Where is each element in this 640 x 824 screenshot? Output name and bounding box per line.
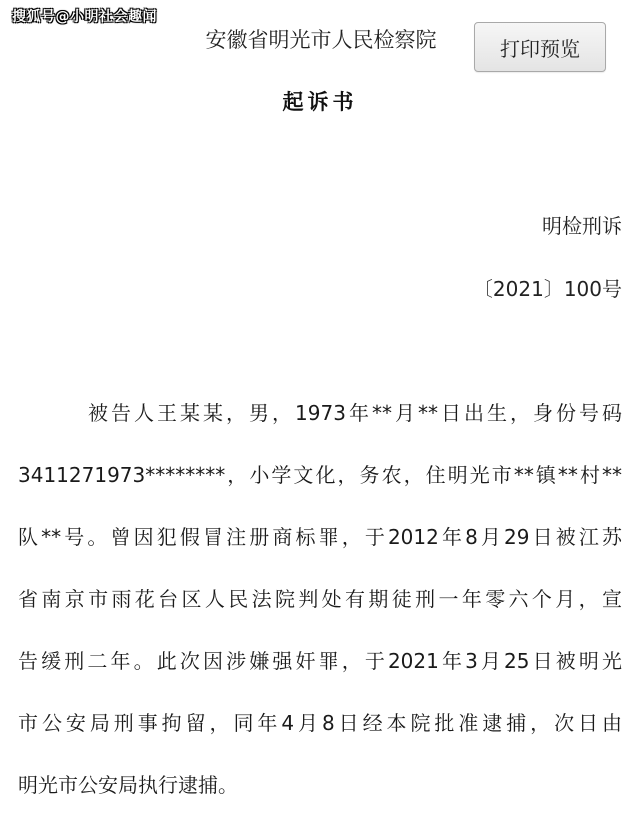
body-line: 明光市公安局执行逮捕。: [18, 773, 238, 797]
body-line: 被告人王某某，男，1973年**月**日出生，身份号码: [88, 401, 622, 425]
body-line: 告缓刑二年。此次因涉嫌强奸罪，于2021年3月25日被明光: [18, 649, 622, 673]
document-body: [18, 390, 622, 824]
document-title: 起诉书: [282, 90, 358, 114]
document-number: 〔2021〕100号: [472, 277, 622, 301]
watermark: 搜狐号@小明社会趣闻: [12, 9, 157, 25]
body-line: 省南京市雨花台区人民法院判处有期徒刑一年零六个月，宣: [18, 587, 622, 611]
procuratorate-name: 安徽省明光市人民检察院: [205, 28, 437, 52]
document-number-prefix: 明检刑诉: [542, 214, 622, 238]
body-line: 3411271973********，小学文化，务农，住明光市**镇**村**: [18, 463, 622, 487]
body-line: 市公安局刑事拘留，同年4月8日经本院批准逮捕，次日由: [18, 711, 622, 735]
body-line: 队**号。曾因犯假冒注册商标罪，于2012年8月29日被江苏: [18, 525, 622, 549]
print-preview-button[interactable]: 打印预览: [474, 22, 606, 72]
